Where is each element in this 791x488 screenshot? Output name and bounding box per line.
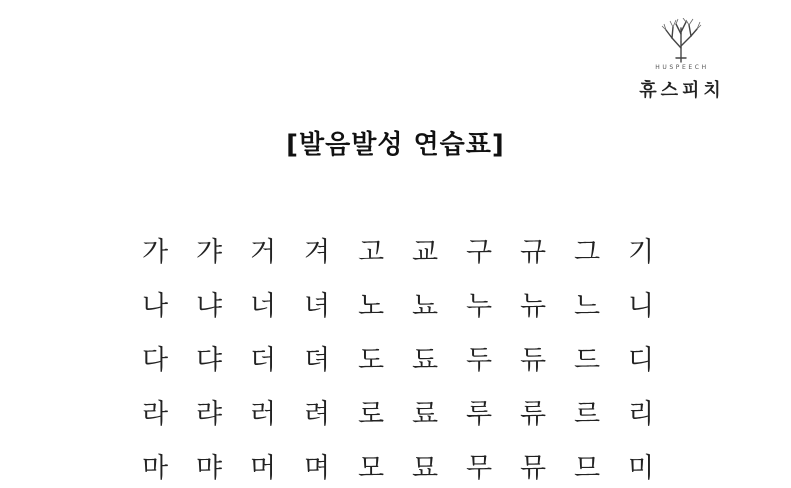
syllable-cell: 묘 — [411, 452, 439, 484]
syllable-cell: 므 — [573, 452, 601, 484]
syllable-cell: 도 — [357, 344, 385, 376]
syllable-cell: 무 — [465, 452, 493, 484]
syllable-cell: 댜 — [195, 344, 223, 376]
syllable-cell: 갸 — [195, 236, 223, 268]
syllable-cell: 누 — [465, 290, 493, 322]
syllable-cell: 모 — [357, 452, 385, 484]
syllable-cell: 고 — [357, 236, 385, 268]
syllable-cell: 됴 — [411, 344, 439, 376]
syllable-cell: 더 — [249, 344, 277, 376]
tree-icon — [656, 18, 706, 64]
syllable-cell: 니 — [627, 290, 655, 322]
syllable-cell: 뇨 — [411, 290, 439, 322]
syllable-cell: 러 — [249, 398, 277, 430]
syllable-cell: 마 — [141, 452, 169, 484]
syllable-row — [128, 384, 668, 438]
syllable-cell: 랴 — [195, 398, 223, 430]
syllable-cell: 로 — [357, 398, 385, 430]
syllable-cell: 디 — [627, 344, 655, 376]
syllable-cell: 료 — [411, 398, 439, 430]
syllable-cell: 교 — [411, 236, 439, 268]
syllable-cell: 머 — [249, 452, 277, 484]
syllable-cell: 거 — [249, 236, 277, 268]
syllable-cell: 먀 — [195, 452, 223, 484]
syllable-cell: 다 — [141, 344, 169, 376]
syllable-cell: 라 — [141, 398, 169, 430]
syllable-cell: 며 — [303, 452, 331, 484]
syllable-cell: 리 — [627, 398, 655, 430]
syllable-cell: 려 — [303, 398, 331, 430]
syllable-cell: 루 — [465, 398, 493, 430]
syllable-cell: 녀 — [303, 290, 331, 322]
syllable-cell: 두 — [465, 344, 493, 376]
syllable-cell: 뎌 — [303, 344, 331, 376]
syllable-cell: 뮤 — [519, 452, 547, 484]
page-title: [발음발성 연습표] — [286, 130, 505, 160]
syllable-cell: 그 — [573, 236, 601, 268]
syllable-cell: 드 — [573, 344, 601, 376]
syllable-cell: 듀 — [519, 344, 547, 376]
syllable-row — [128, 276, 668, 330]
syllable-cell: 나 — [141, 290, 169, 322]
syllable-practice-table — [128, 222, 668, 488]
huspeech-logo — [632, 18, 732, 102]
syllable-row — [128, 222, 668, 276]
logo-brand-english: HUSPEECH — [655, 64, 709, 71]
syllable-cell: 냐 — [195, 290, 223, 322]
syllable-cell: 르 — [573, 398, 601, 430]
syllable-cell: 규 — [519, 236, 547, 268]
syllable-cell: 너 — [249, 290, 277, 322]
syllable-cell: 노 — [357, 290, 385, 322]
syllable-row — [128, 438, 668, 488]
syllable-cell: 구 — [465, 236, 493, 268]
syllable-cell: 미 — [627, 452, 655, 484]
syllable-cell: 가 — [141, 236, 169, 268]
syllable-cell: 느 — [573, 290, 601, 322]
syllable-cell: 뉴 — [519, 290, 547, 322]
syllable-cell: 류 — [519, 398, 547, 430]
syllable-cell: 겨 — [303, 236, 331, 268]
logo-brand-korean: 휴스피치 — [639, 80, 725, 101]
syllable-cell: 기 — [627, 236, 655, 268]
syllable-row — [128, 330, 668, 384]
